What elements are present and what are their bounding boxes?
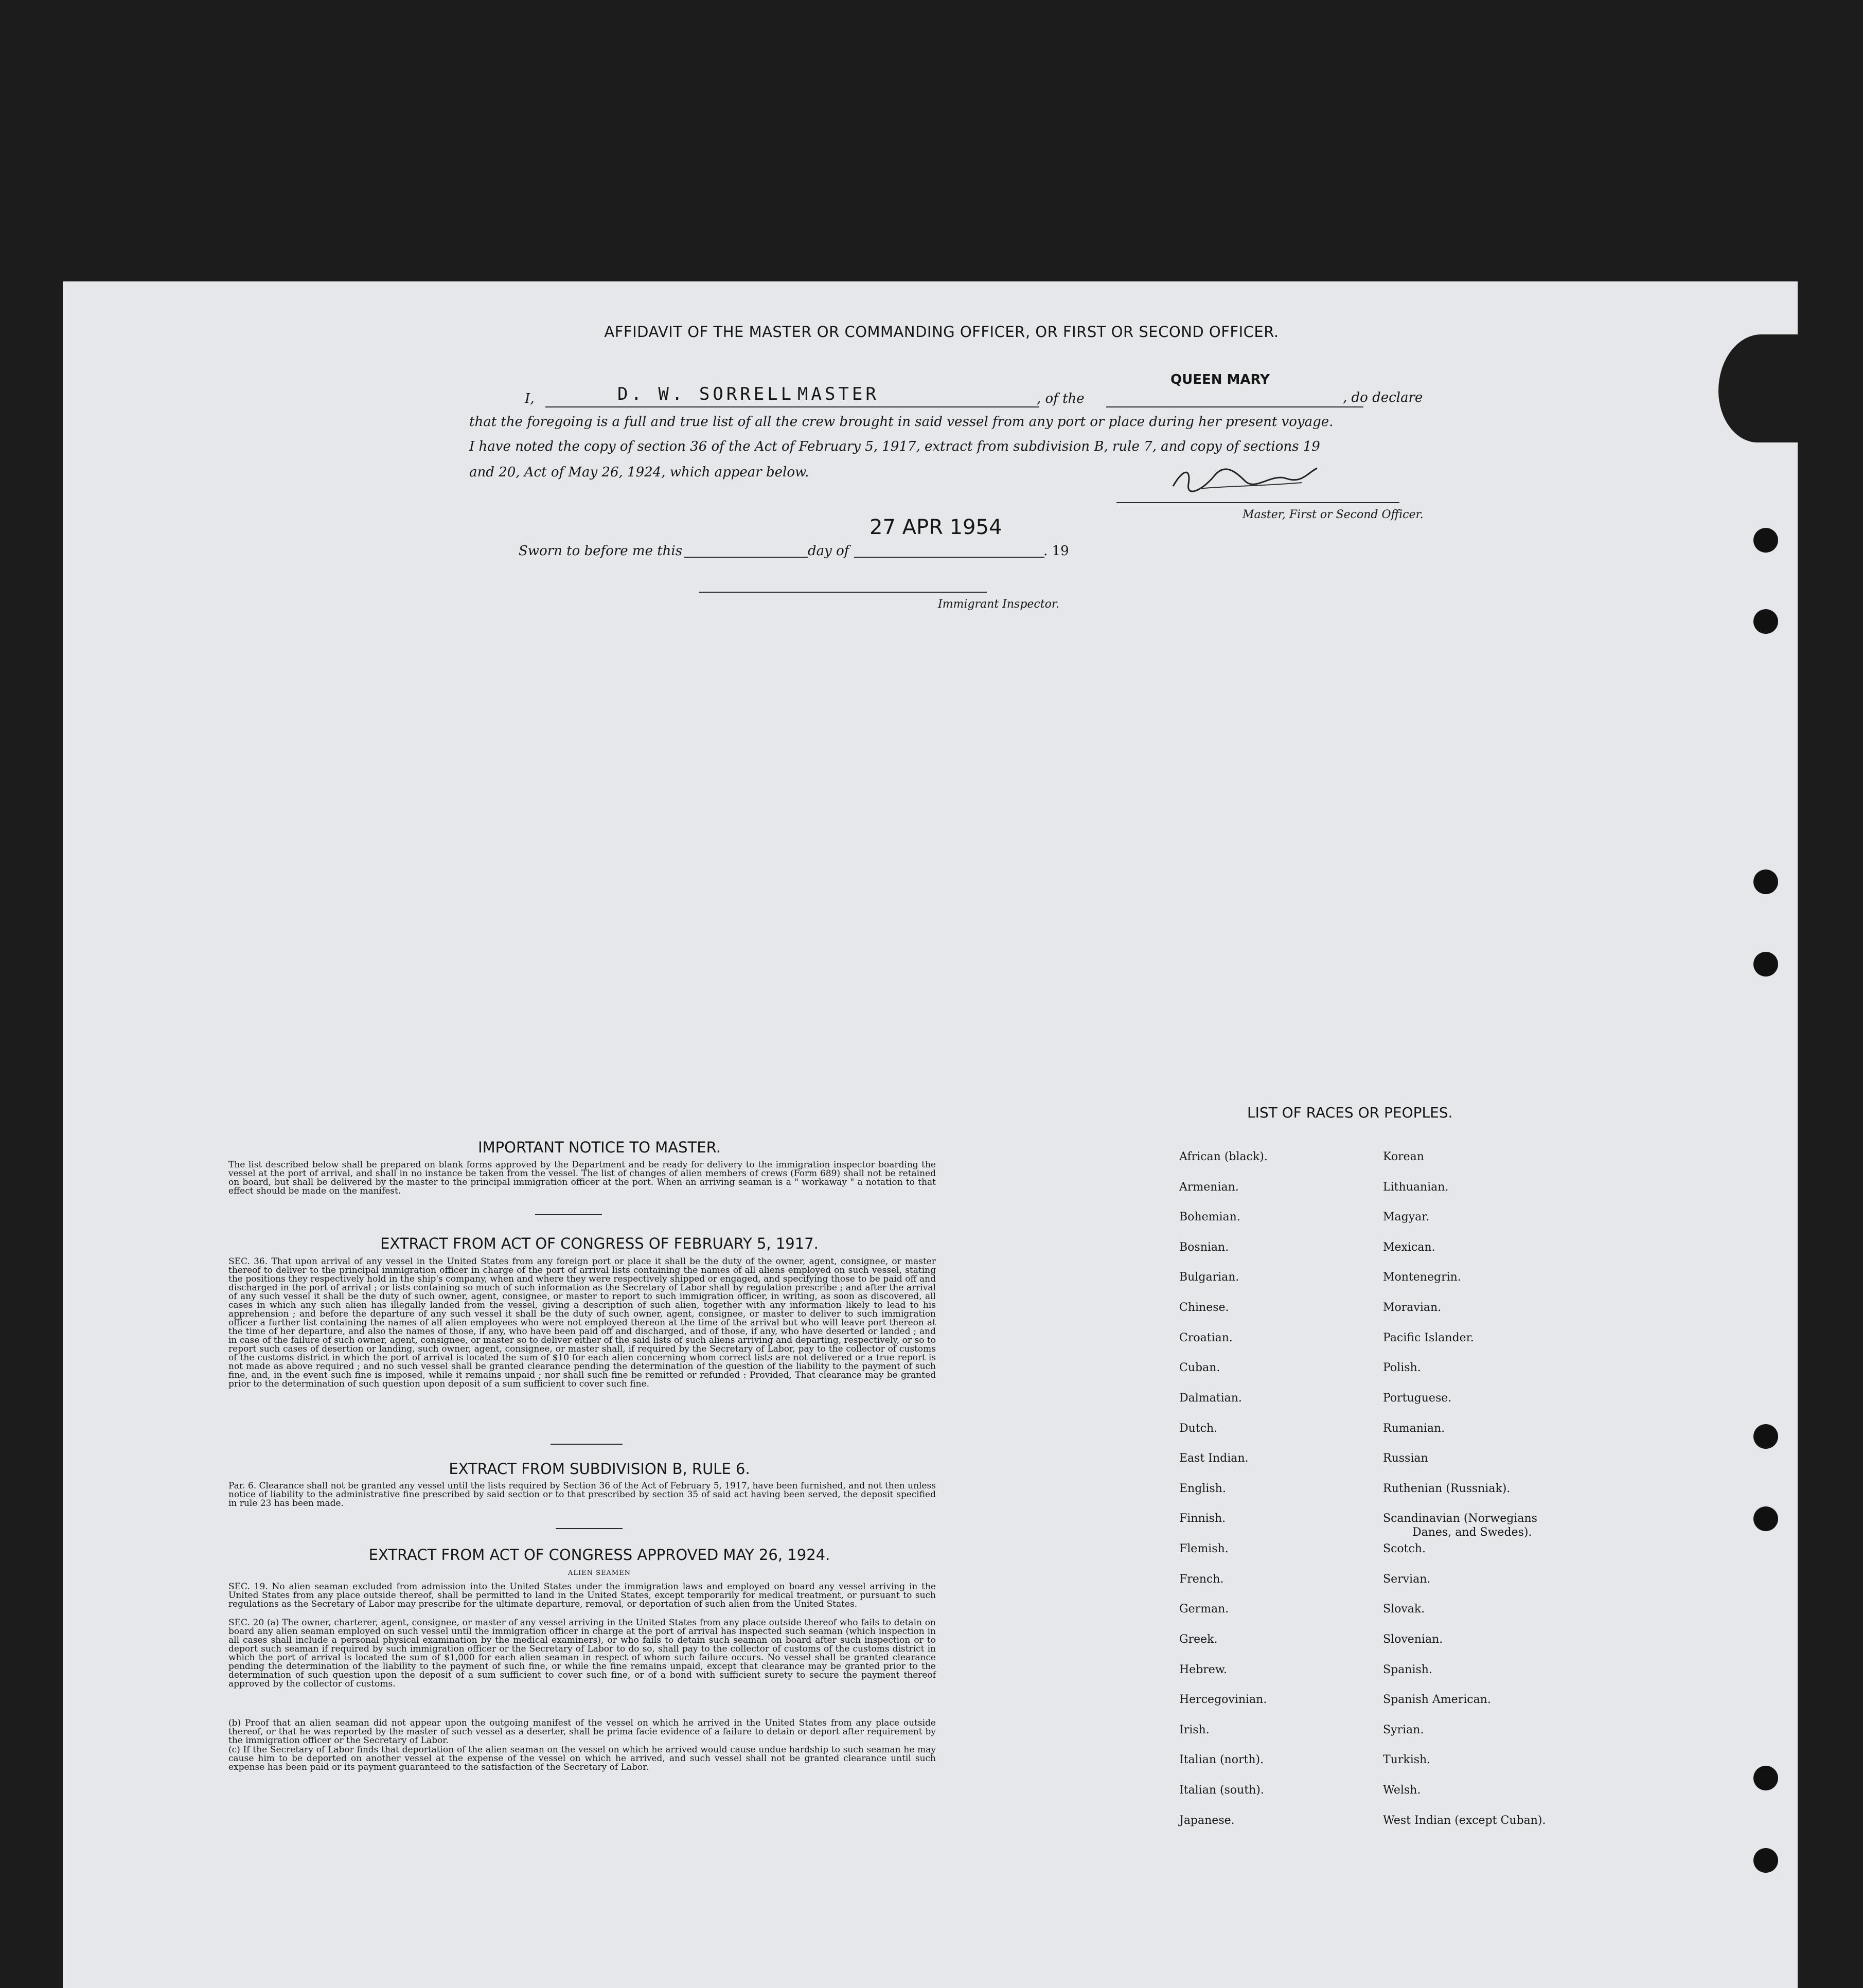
- race-left: Italian (south).: [1179, 1784, 1264, 1797]
- race-left: Hercegovinian.: [1179, 1693, 1267, 1706]
- punch-hole: [1753, 1506, 1778, 1531]
- inspector-line: [699, 592, 987, 593]
- punch-hole: [1753, 1848, 1778, 1873]
- subdivision-title: EXTRACT FROM SUBDIVISION B, RULE 6.: [449, 1460, 750, 1478]
- sec-20c-text: (c) If the Secretary of Labor finds that deportation of the alien seaman on the vessel on which he arrived would cause undue hardship to such seaman he may cause him to be deported on another vessel at the expense of the vessel on which he arrived, and such vessel shall not be granted clearance until such expense has been paid or its payment guaranteed to the satisfaction of the Secretary of Labor.: [228, 1745, 936, 1772]
- punch-hole: [1753, 609, 1778, 634]
- race-right: Turkish.: [1383, 1753, 1431, 1766]
- signature-line: [1116, 502, 1399, 503]
- race-right: Spanish American.: [1383, 1693, 1491, 1706]
- extract-1917-title: EXTRACT FROM ACT OF CONGRESS OF FEBRUARY 5, 1917.: [380, 1235, 819, 1252]
- day-of-label: day of: [808, 543, 849, 559]
- torn-corner: [1718, 334, 1801, 442]
- race-right: Slovak.: [1383, 1603, 1425, 1616]
- race-left: Irish.: [1179, 1724, 1210, 1736]
- inspector-label: Immigrant Inspector.: [938, 598, 1059, 611]
- race-right: Korean: [1383, 1150, 1424, 1163]
- race-left: East Indian.: [1179, 1452, 1249, 1465]
- punch-hole: [1753, 528, 1778, 553]
- race-left: Flemish.: [1179, 1542, 1229, 1555]
- race-right: Moravian.: [1383, 1301, 1442, 1314]
- races-title: LIST OF RACES OR PEOPLES.: [1247, 1104, 1453, 1121]
- race-left: Chinese.: [1179, 1301, 1229, 1314]
- race-right: Lithuanian.: [1383, 1181, 1449, 1194]
- extract-1917-divider: [551, 1444, 623, 1445]
- subdivision-text: Par. 6. Clearance shall not be granted any vessel until the lists required by Section 36 of the Act of February 5, 1917, have been furnished, and not then unless notice of liability to the administrative fine prescribed by said section or to that prescribed by section 35 of said act having been served, the deposit specified in rule 23 has been made.: [228, 1481, 936, 1508]
- sworn-month-line: [854, 557, 1044, 558]
- signature-role-label: Master, First or Second Officer.: [1243, 508, 1424, 521]
- race-right: Portuguese.: [1383, 1392, 1452, 1405]
- officer-signature: [1168, 458, 1322, 499]
- sec-19-text: SEC. 19. No alien seaman excluded from admission into the United States under the immigration laws and employed on board any vessel arriving in the United States from any place outside thereof, shall be permitted to land in the United States, except temporarily for medical treatment, or pursuant to such regulations as the Secretary of Labor may prescribe for the ultimate departure, removal, or deportation of such alien from the United States.: [228, 1582, 936, 1609]
- affidavit-title: AFFIDAVIT OF THE MASTER OR COMMANDING OFFICER, OR FIRST OR SECOND OFFICER.: [604, 323, 1279, 341]
- race-left: Bulgarian.: [1179, 1271, 1239, 1284]
- master-title-handwritten: MASTER: [797, 384, 879, 404]
- name-line: [545, 406, 1039, 407]
- affidavit-line-2: I have noted the copy of section 36 of the Act of February 5, 1917, extract from subdivision B, rule 7, and copy of sections 19: [469, 439, 1320, 454]
- race-left: Finnish.: [1179, 1512, 1226, 1525]
- year-label: . 19: [1043, 543, 1069, 559]
- race-right: Ruthenian (Russniak).: [1383, 1482, 1511, 1495]
- race-left: Dutch.: [1179, 1422, 1218, 1435]
- race-left: Dalmatian.: [1179, 1392, 1242, 1405]
- race-right: Montenegrin.: [1383, 1271, 1461, 1284]
- race-right: Magyar.: [1383, 1211, 1430, 1223]
- race-right: Spanish.: [1383, 1663, 1432, 1676]
- race-left: African (black).: [1179, 1150, 1268, 1163]
- race-left: Cuban.: [1179, 1361, 1220, 1374]
- vessel-line: [1106, 406, 1363, 407]
- race-right: Russian: [1383, 1452, 1428, 1465]
- race-right: Rumanian.: [1383, 1422, 1445, 1435]
- race-left: Greek.: [1179, 1633, 1218, 1646]
- race-right: Welsh.: [1383, 1784, 1421, 1797]
- punch-hole: [1753, 1424, 1778, 1449]
- race-right: Scandinavian (Norwegians: [1383, 1512, 1537, 1525]
- extract-1924-subtitle: ALIEN SEAMEN: [567, 1569, 631, 1577]
- race-right: Scotch.: [1383, 1542, 1426, 1555]
- race-right: Slovenian.: [1383, 1633, 1443, 1646]
- race-left: English.: [1179, 1482, 1226, 1495]
- date-stamp: 27 APR 1954: [870, 516, 1002, 539]
- vessel-name-stamp: QUEEN MARY: [1170, 372, 1270, 387]
- race-right: Syrian.: [1383, 1724, 1424, 1736]
- of-the-label: , of the: [1037, 391, 1085, 406]
- sworn-day-line: [684, 557, 808, 558]
- subdivision-divider: [556, 1528, 623, 1529]
- notice-divider: [535, 1214, 602, 1215]
- extract-1917-text: SEC. 36. That upon arrival of any vessel in the United States from any foreign port or place it shall be the duty of the owner, agent, consignee, or master thereof to deliver to the principal immigration officer in charge of the port of arrival lists containing the names of all aliens employed on such vessel, stating the positions they respectively hold in the ship's company, when and where they were respectively shipped or engaged, and specifying those to be paid off and discharged in the port of arrival ; or lists containing so much of such information as the Secretary of Labor shall by regulation prescribe ; and after the arrival of any such vessel it shall be the duty of such owner, agent, consignee, or master to report to such immigration officer, in writing, as soon as discovered, all cases in which any such alien has illegally landed from the vessel, giving a description of such alien, together with any information likely to lead to his apprehension ; and before the departure of any such vessel it shall be the duty of such owner, agent, consignee, or master to deliver to such immigration officer a further list containing the names of all alien employees who were not employed thereon at the time of the arrival but who will leave port thereon at the time of her departure, and also the names of those, if any, who have been paid off and discharged, and of those, if any, who have deserted or landed ; and in case of the failure of such owner, agent, consignee, or master so to deliver either of the said lists of such aliens arriving and departing, respectively, or so to report such cases of desertion or landing, such owner, agent, consignee, or master shall, if required by the Secretary of Labor, pay to the collector of customs of the customs district in which the port of arrival is located the sum of $10 for each alien concerning whom correct lists are not delivered or a true report is not made as above required ; and no such vessel shall be granted clearance pending the determination of the question of the liability to the payment of such fine, and, in the event such fine is imposed, while it remains unpaid ; nor shall such fine be remitted or refunded : Provided, That clearance may be granted prior to the determination of such question upon deposit of a sum sufficient to cover such fine.: [228, 1256, 936, 1389]
- race-left: Croatian.: [1179, 1332, 1233, 1344]
- affidavit-line-3: and 20, Act of May 26, 1924, which appear below.: [469, 465, 809, 480]
- notice-text: The list described below shall be prepared on blank forms approved by the Department and be ready for delivery to the immigration inspector boarding the vessel at the port of arrival, and shall in no instance be taken from the vessel. The list of changes of alien members of crews (Form 689) shall not be retained on board, but shall be delivered by the master to the principal immigration officer at the port. When an arriving seaman is a " workaway " a notation to that effect should be made on the manifest.: [228, 1160, 936, 1196]
- affidavit-line-1: that the foregoing is a full and true list of all the crew brought in said vessel from any port or place during her present voyage.: [469, 414, 1334, 430]
- punch-hole: [1753, 952, 1778, 977]
- race-left: German.: [1179, 1603, 1229, 1616]
- race-left: Italian (north).: [1179, 1753, 1264, 1766]
- race-right: Pacific Islander.: [1383, 1332, 1474, 1344]
- race-left: Hebrew.: [1179, 1663, 1228, 1676]
- race-left: Japanese.: [1179, 1814, 1235, 1827]
- notice-title: IMPORTANT NOTICE TO MASTER.: [478, 1139, 721, 1156]
- race-right: Servian.: [1383, 1573, 1431, 1586]
- sworn-label: Sworn to before me this: [519, 543, 683, 559]
- race-right: Mexican.: [1383, 1241, 1435, 1254]
- race-right: Polish.: [1383, 1361, 1421, 1374]
- race-left: French.: [1179, 1573, 1224, 1586]
- race-left: Bohemian.: [1179, 1211, 1240, 1223]
- master-name-handwritten: D. W. SORRELL: [617, 384, 795, 404]
- affidavit-i-prefix: I,: [525, 391, 535, 406]
- sec-20a-text: SEC. 20 (a) The owner, charterer, agent, consignee, or master of any vessel arriving in the United States from any place outside thereof who fails to detain on board any alien seaman employed on such vessel until the immigration officer in charge at the port of arrival has inspected such seaman (which inspection in all cases shall include a personal physical examination by the medical examiners), or who fails to detain such seaman on board after such inspection or to deport such seaman if required by such immigration officer or the Secretary of Labor to do so, shall pay to the collector of customs of the customs district in which the port of arrival is located the sum of $1,000 for each alien seaman in respect of whom such failure occurs. No vessel shall be granted clearance pending the determination of the liability to the payment of such fine, or while the fine remains unpaid, except that clearance may be granted prior to the determination of such question upon the deposit of a sum sufficient to cover such fine, or of a bond with sufficient surety to secure the payment thereof approved by the collector of customs.: [228, 1618, 936, 1689]
- sec-20b-text: (b) Proof that an alien seaman did not appear upon the outgoing manifest of the vessel on which he arrived in the United States from any place outside thereof, or that he was reported by the master of such vessel as a deserter, shall be prima facie evidence of a failure to detain or deport after requirement by the immigration officer or the Secretary of Labor.: [228, 1718, 936, 1746]
- race-left: Bosnian.: [1179, 1241, 1229, 1254]
- race-right-continued: Danes, and Swedes).: [1412, 1526, 1532, 1539]
- race-left: Armenian.: [1179, 1181, 1239, 1194]
- punch-hole: [1753, 1766, 1778, 1790]
- punch-hole: [1753, 869, 1778, 894]
- race-right: West Indian (except Cuban).: [1383, 1814, 1546, 1827]
- extract-1924-title: EXTRACT FROM ACT OF CONGRESS APPROVED MAY 26, 1924.: [368, 1546, 830, 1564]
- do-declare-label: , do declare: [1343, 390, 1423, 405]
